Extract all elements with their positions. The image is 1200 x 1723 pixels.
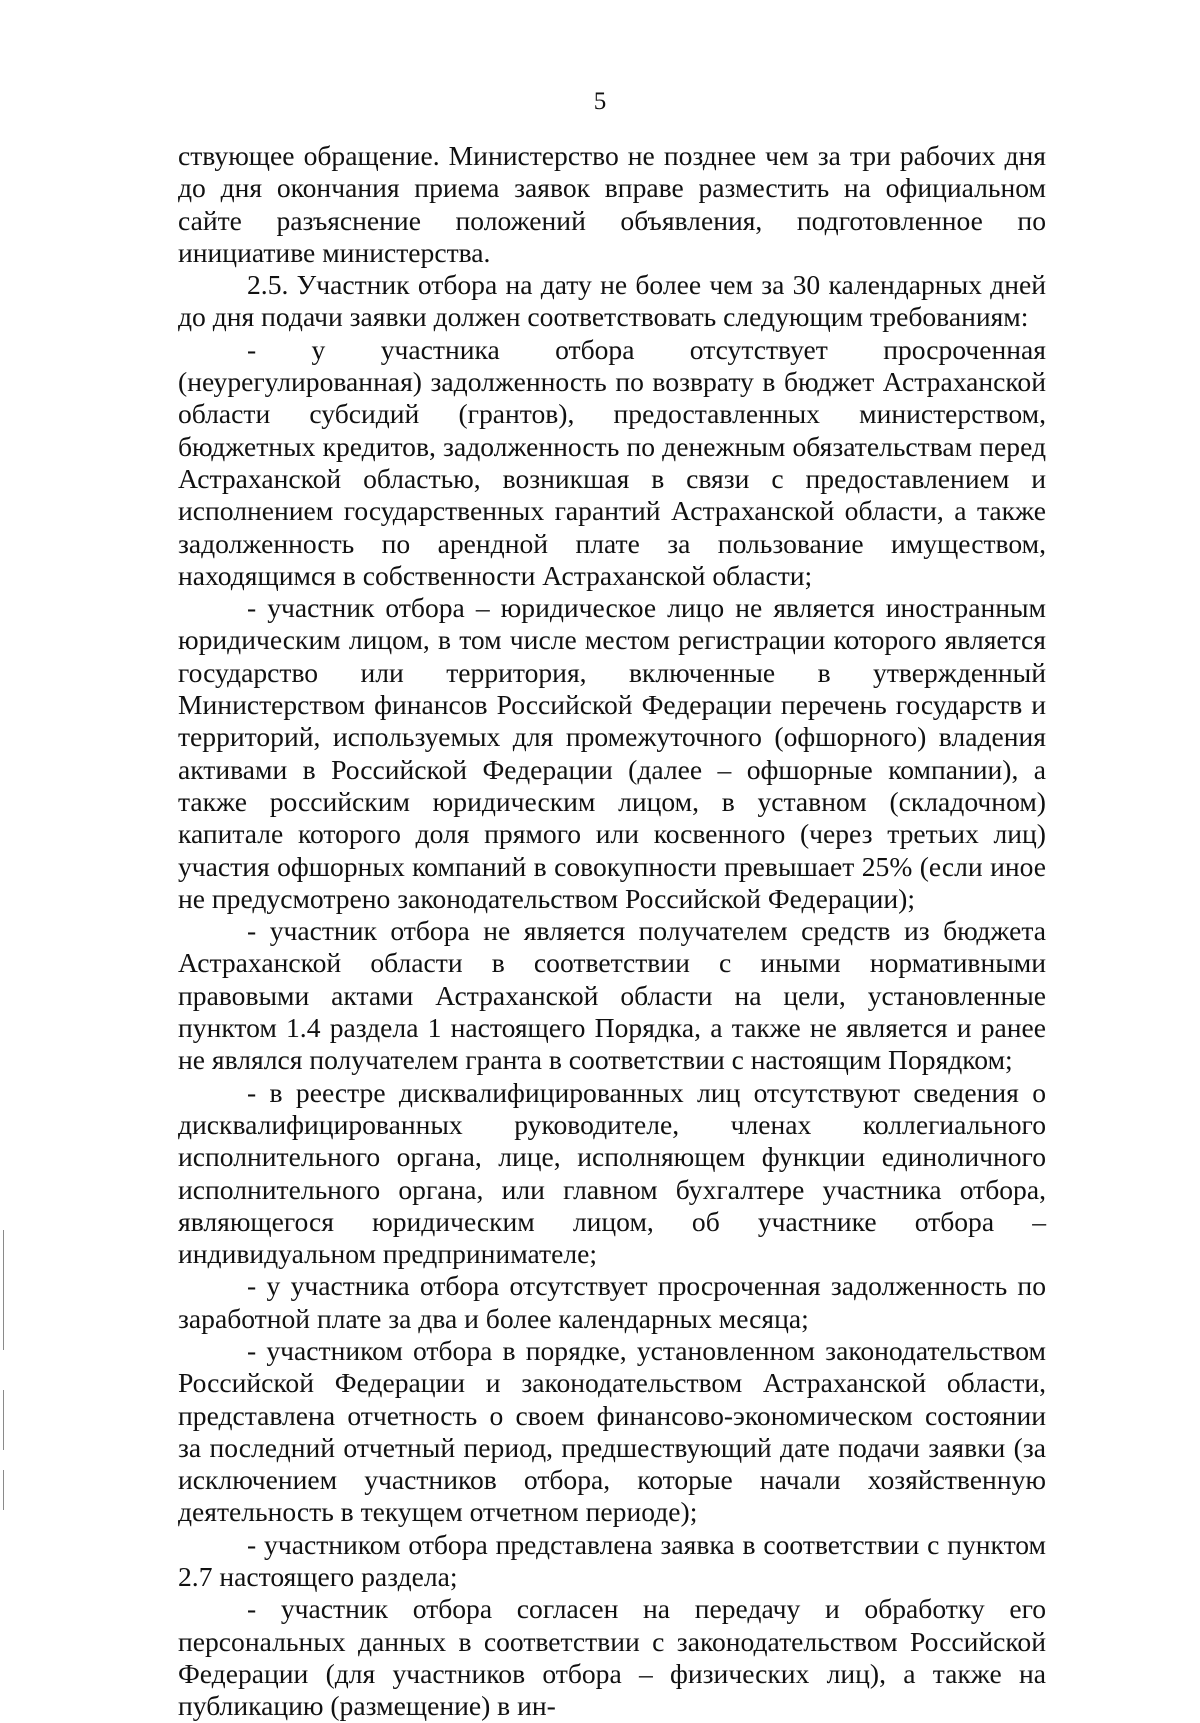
requirement-no-wage-debt: - у участника отбора отсутствует просроченная задолженность по заработной плате за два и более календарных месяца;	[178, 1270, 1046, 1334]
requirement-application: - участником отбора представлена заявка в соответствии с пунктом 2.7 настоящего раздела;	[178, 1528, 1046, 1593]
requirement-no-debt: - у участника отбора отсутствует просроченная (неурегулированная) задолженность по возврату в бюджет Астраханской области субсидий (грантов), предоставленных министерством, бюджетных кредитов, задолженность по денежным обязательствам перед Астраханской областью, возникшая в связи с предоставлением и исполнением государственных гарантий Астраханской области, а также задолженность по арендной плате за пользование имуществом, находящимся в собственности Астраханской области;	[178, 333, 1046, 591]
page-number: 5	[593, 88, 607, 115]
scan-edge-mark	[3, 1390, 4, 1450]
requirement-reporting: - участником отбора в порядке, установленном законодательством Российской Федерации и законодательством Астраханской области, представлена отчетность о своем финансово-экономическом состоянии за последний отчетный период, предшествующий дате подачи заявки (за исключением участников отбора, которые начали хозяйственную деятельность в текущем отчетном периоде);	[178, 1334, 1046, 1528]
document-body	[178, 140, 1046, 1723]
requirement-no-disqualified: - в реестре дисквалифицированных лиц отсутствуют сведения о дисквалифицированных руководителе, членах коллегиального исполнительного органа, лице, исполняющем функции единоличного исполнительного органа, или главном бухгалтере участника отбора, являющегося юридическим лицом, об участнике отбора – индивидуальном предпринимателе;	[178, 1076, 1046, 1270]
paragraph-clause-2-5: 2.5. Участник отбора на дату не более чем за 30 календарных дней до дня подачи заявки должен соответствовать следующим требованиям:	[178, 269, 1046, 333]
requirement-personal-data: - участник отбора согласен на передачу и обработку его персональных данных в соответствии с законодательством Российской Федерации (для участников отбора – физических лиц), а также на публикацию (размещение) в ин-	[178, 1593, 1046, 1722]
requirement-not-foreign-entity: - участник отбора – юридическое лицо не является иностранным юридическим лицом, в том числе местом регистрации которого является государство или территория, включенные в утвержденный Министерством финансов Российской Федерации перечень государств и территорий, используемых для промежуточного (офшорного) владения активами в Российской Федерации (далее – офшорные компании), а также российским юридическим лицом, в уставном (складочном) капитале которого доля прямого или косвенного (через третьих лиц) участия офшорных компаний в совокупности превышает 25% (если иное не предусмотрено законодательством Российской Федерации);	[178, 592, 1046, 914]
scan-edge-mark	[3, 1470, 4, 1510]
paragraph-continuation: ствующее обращение. Министерство не позднее чем за три рабочих дня до дня окончания приема заявок вправе разместить на официальном сайте разъяснение положений объявления, подготовленное по инициативе министерства.	[178, 140, 1046, 268]
scan-edge-mark	[3, 1230, 4, 1350]
requirement-not-recipient: - участник отбора не является получателем средств из бюджета Астраханской области в соответствии с иными нормативными правовыми актами Астраханской области на цели, установленные пунктом 1.4 раздела 1 настоящего Порядка, а также не является и ранее не являлся получателем гранта в соответствии с настоящим Порядком;	[178, 915, 1046, 1076]
